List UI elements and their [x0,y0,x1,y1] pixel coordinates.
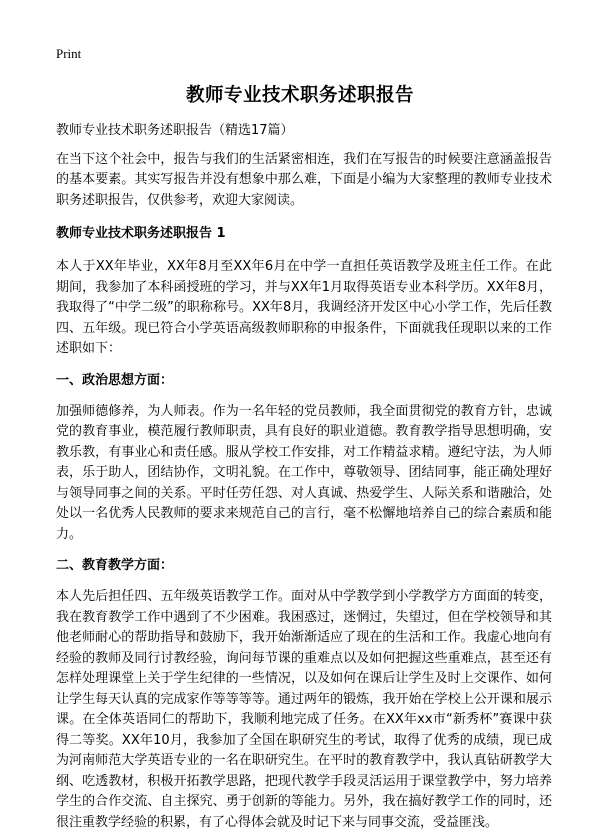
print-label: Print [56,46,82,61]
section-heading-1: 教师专业技术职务述职报告 1 [56,226,226,241]
politics-paragraph: 加强师德修养，为人师表。作为一名年轻的党员教师，我全面贯彻党的教育方针，忠诚党的教育事业，模范履行教师职责，具有良好的职业道德。教育教学指导思想明确，安教乐教，有事业心和责任感。服从学校工作安排，对工作精益求精。遵纪守法，为人师表，乐于助人，团结协作，文明礼貌。在工作中，尊敬领导、团结同事，能正确处理好与领导同事之间的关系。平时任劳任怨、对人真诚、热爱学生、人际关系和谐融洽，处处以一名优秀人民教师的要求来规范自己的言行，毫不松懈地培养自己的综合素质和能力。 [56,403,552,542]
heading-politics: 一、政治思想方面： [56,372,174,388]
intro-paragraph: 在当下这个社会中，报告与我们的生活紧密相连，我们在写报告的时候要注意涵盖报告的基本要素。其实写报告并没有想象中那么难，下面是小编为大家整理的教师专业技术职务述职报告，仅供参考，欢迎大家阅读。 [56,151,552,208]
document-title: 教师专业技术职务述职报告 [185,85,414,106]
section1-paragraph: 本人于XX年毕业，XX年8月至XX年6月在中学一直担任英语教学及班主任工作。在此期间，我参加了本科函授班的学习，并与XX年1月取得英语专业本科学历。XX年8月，我取得了“中学二级”的职称称号。XX年8月，我调经济开发区中心小学工作，先后任教四、五年级。现已符合小学英语高级教师职称的申报条件，下面就我任现职以来的工作述职如下： [56,259,552,356]
heading-teaching: 二、教育教学方面： [56,558,174,573]
document-subtitle: 教师专业技术职务述职报告（精选17篇） [56,123,294,138]
teaching-paragraph: 本人先后担任四、五年级英语教学工作。面对从中学教学到小学教学方方面面的转变，我在教育教学工作中遇到了不少困难。我困惑过，迷惘过，失望过，但在学校领导和其他老师耐心的帮助指导和鼓励下，我开始渐渐适应了现在的生活和工作。我虚心地向有经验的教师及同行讨教经验，询问每节课的重难点以及如何把握这些重难点，甚至还有怎样处理课堂上关于学生纪律的一些情况，以及如何在课后让学生及时上交课作、如何让学生每天认真的完成家作等等等等。通过两年的锻炼，我开始在学校上公开课和展示课。在全体英语同仁的帮助下，我顺利地完成了任务。在XX年xx市“新秀杯”赛课中获得二等奖。XX年10月，我参加了全国在职研究生的考试，取得了优秀的成绩，现已成为河南师范大学英语专业的一名在职研究生。在平时的教育教学中，我认真钻研教学大纲、吃透教材，积极开拓教学思路，把现代教学手段灵活运用于课堂教学中，努力培养学生的合作交流、自主探究、勇于创新的等能力。另外，我在搞好教学工作的同时，还很注重教学经验的积累，有了心得体会就及时记下来与同事交流，受益匪浅。 [56,589,552,830]
document-body [56,121,552,833]
